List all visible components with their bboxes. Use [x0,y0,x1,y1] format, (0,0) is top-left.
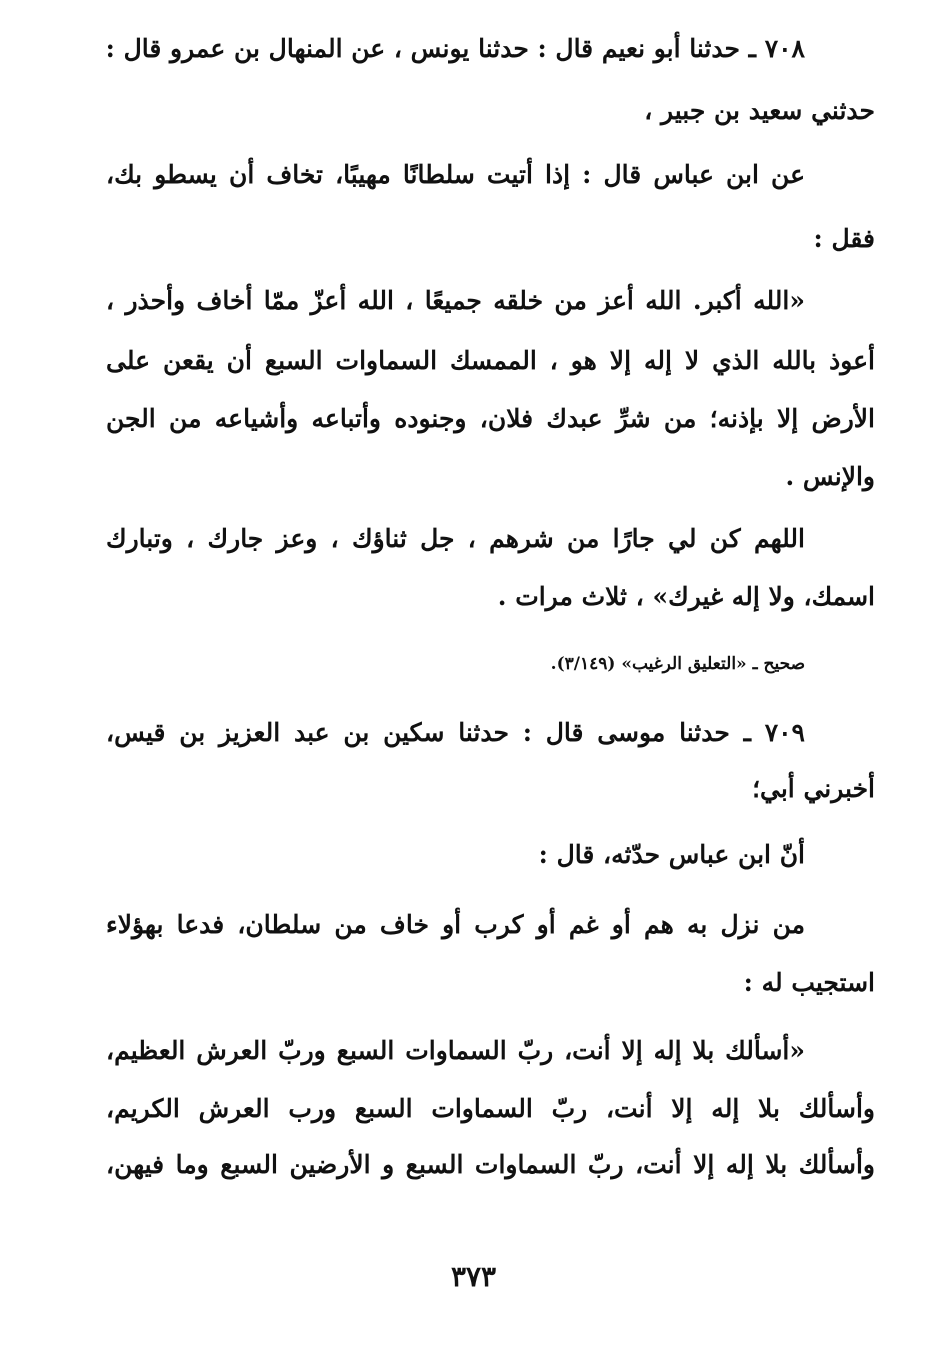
hadith-708-chain-line: حدثني سعيد بن جبير ، [644,96,875,125]
hadith-709-text-line: أنّ ابن عباس حدّثه، قال : [538,840,805,869]
hadith-708-dua-line: والإنس . [785,462,875,491]
hadith-708-chain-line: ٧٠٨ ـ حدثنا أبو نعيم قال : حدثنا يونس ، عن المنهال بن عمرو قال : [105,34,805,63]
hadith-709-dua-line: وأسألك بلا إله إلا أنت، ربّ السماوات السبع و الأرضين السبع وما فيهن، [106,1150,875,1179]
hadith-709-chain-line: أخبرني أبي؛ [752,774,875,803]
hadith-708-dua-line: اسمك، ولا إله غيرك» ، ثلاث مرات . [497,582,875,611]
hadith-709-dua-line: وأسألك بلا إله إلا أنت، ربّ السماوات السبع ورب العرش الكريم، [106,1094,875,1123]
page-number: ٣٧٣ [450,1260,497,1293]
hadith-709-chain-line: ٧٠٩ ـ حدثنا موسى قال : حدثنا سكين بن عبد العزيز بن قيس، [106,718,805,747]
hadith-708-dua-line: الأرض إلا بإذنه؛ من شرِّ عبدك فلان، وجنوده وأتباعه وأشياعه من الجن [106,404,875,433]
hadith-709-dua-line: «أسألك بلا إله إلا أنت، ربّ السماوات السبع وربّ العرش العظيم، [106,1036,805,1065]
hadith-708-dua-line: اللهم كن لي جارًا من شرهم ، جل ثناؤك ، وعز جارك ، وتبارك [106,524,805,553]
hadith-708-text-line: عن ابن عباس قال : إذا أتيت سلطانًا مهيبًا، تخاف أن يسطو بك، [106,160,805,189]
hadith-709-text-line: من نزل به هم أو غم أو كرب أو خاف من سلطان، فدعا بهؤلاء [106,910,805,939]
hadith-708-dua-line: أعوذ بالله الذي لا إله إلا هو ، الممسك السماوات السبع أن يقعن على [106,346,875,375]
hadith-708-text-line: فقل : [813,224,875,253]
hadith-708-grading: صحيح ـ «التعليق الرغيب» (٣/١٤٩). [550,654,805,674]
hadith-709-text-line: استجيب له : [743,968,875,997]
hadith-708-dua-line: «الله أكبر. الله أعز من خلقه جميعًا ، الله أعزّ ممّا أخاف وأحذر ، [106,286,805,315]
